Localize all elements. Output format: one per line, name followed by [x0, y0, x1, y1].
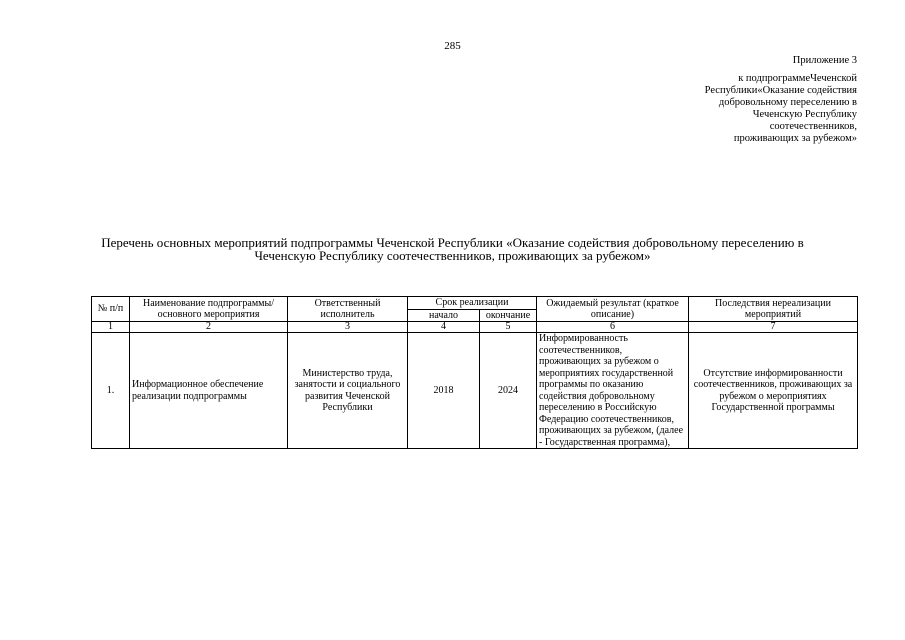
- row-responsible: Министерство труда, занятости и социального развития Чеченской Республики: [288, 333, 408, 449]
- header-num: № п/п: [92, 297, 130, 322]
- column-number: 3: [288, 322, 408, 333]
- column-number: 5: [480, 322, 537, 333]
- row-name: Информационное обеспечение реализации подпрограммы: [130, 333, 288, 449]
- appendix-line: проживающих за рубежом»: [733, 133, 857, 144]
- appendix-line: Республики«Оказание содействия: [704, 85, 857, 96]
- table-header-row: [92, 297, 858, 310]
- header-result: Ожидаемый результат (краткое описание): [537, 297, 689, 322]
- appendix-title: Приложение 3: [792, 55, 857, 66]
- row-num: 1.: [92, 333, 130, 449]
- appendix-reference: [657, 73, 857, 145]
- row-start: 2018: [408, 333, 480, 449]
- row-consequences: Отсутствие информированности соотечественников, проживающих за рубежом о мероприятиях Государственной программы: [689, 333, 858, 449]
- page-number: 285: [444, 40, 461, 52]
- header-name: Наименование подпрограммы/ основного мероприятия: [130, 297, 288, 322]
- header-end: окончание: [480, 309, 537, 322]
- row-end: 2024: [480, 333, 537, 449]
- document-title: Перечень основных мероприятий подпрограммы Чеченской Республики «Оказание содействия добровольному переселению в Чеченскую Республику соотечественников, проживающих за рубежом»: [101, 235, 804, 263]
- header-responsible: Ответственный исполнитель: [288, 297, 408, 322]
- appendix-line: соотечественников,: [769, 121, 857, 132]
- column-number: 4: [408, 322, 480, 333]
- appendix-line: Чеченскую Республику: [752, 109, 857, 120]
- row-result: Информированность соотечественников, проживающих за рубежом о мероприятиях государственной программы по оказанию содействия добровольному переселению в Российскую Федерацию соотечественников, проживающих за рубежом, (далее - Государственная программа),: [537, 333, 689, 449]
- column-number: 6: [537, 322, 689, 333]
- header-consequences: Последствия нереализации мероприятий: [689, 297, 858, 322]
- measures-table: [91, 296, 858, 449]
- header-start: начало: [408, 309, 480, 322]
- appendix-line: добровольному переселению в: [718, 97, 857, 108]
- column-number: 2: [130, 322, 288, 333]
- column-number: 1: [92, 322, 130, 333]
- table-row: [92, 333, 858, 449]
- header-period: Срок реализации: [408, 297, 537, 310]
- appendix-line: к подпрограммеЧеченской: [738, 73, 857, 84]
- column-number-row: [92, 322, 858, 333]
- column-number: 7: [689, 322, 858, 333]
